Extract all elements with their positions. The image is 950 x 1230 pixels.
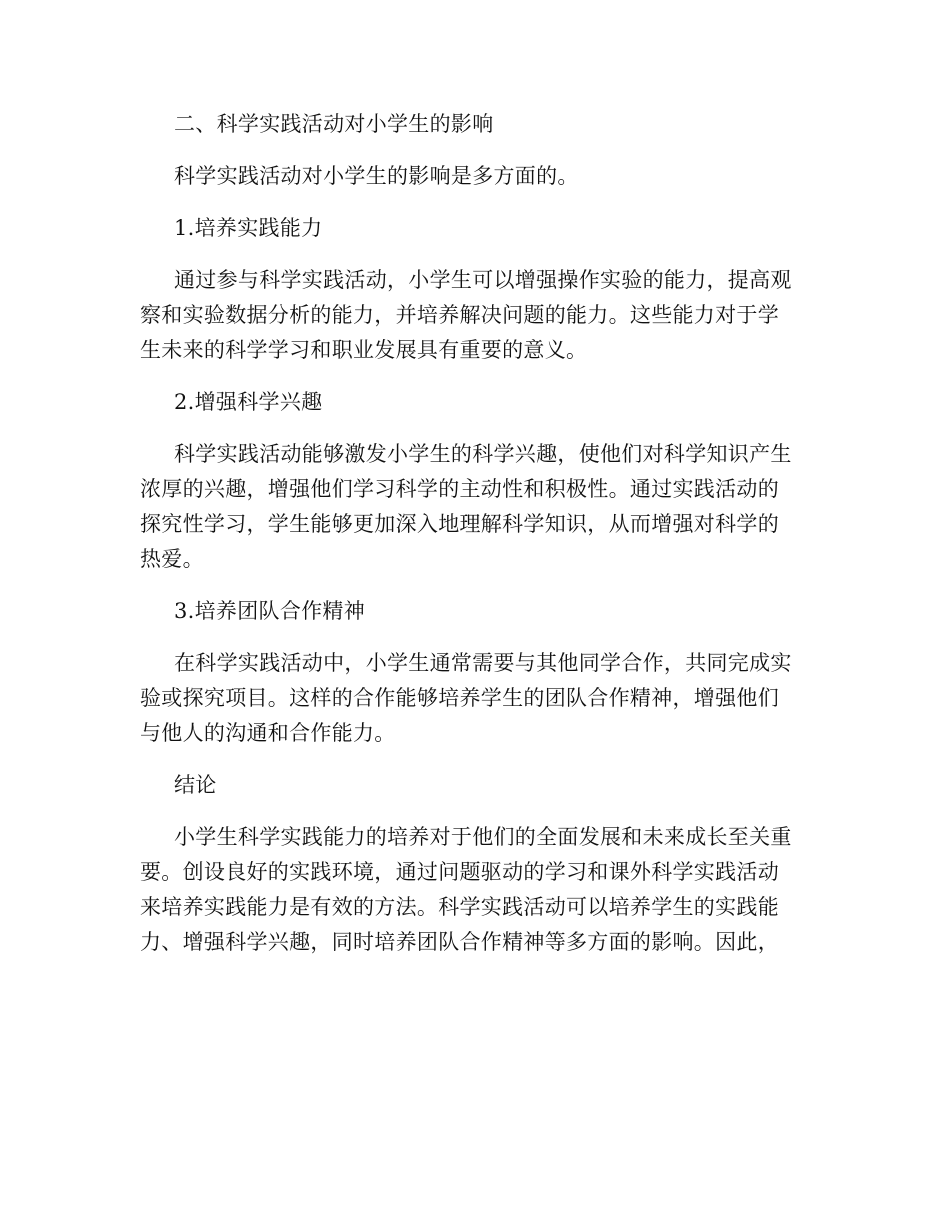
text-line: 力、增强科学兴趣，同时培养团队合作精神等多方面的影响。因此， [140, 930, 779, 954]
section-heading-conclusion [140, 768, 810, 803]
text-line: 小学生科学实践能力的培养对于他们的全面发展和未来成长至关重 [174, 825, 792, 849]
text-line: 3.培养团队合作精神 [174, 599, 366, 623]
text-line: 2.增强科学兴趣 [174, 390, 323, 414]
subheading-teamwork [140, 594, 810, 629]
text-line: 来培养实践能力是有效的方法。科学实践活动可以培养学生的实践能 [140, 895, 779, 919]
paragraph-teamwork [140, 646, 810, 751]
paragraph-conclusion [140, 820, 810, 960]
subheading-science-interest [140, 385, 810, 420]
document-body [140, 107, 810, 977]
text-line: 二、科学实践活动对小学生的影响 [174, 112, 494, 136]
text-line: 察和实验数据分析的能力，并培养解决问题的能力。这些能力对于学 [140, 303, 779, 327]
paragraph-science-interest [140, 437, 810, 577]
text-line: 生未来的科学学习和职业发展具有重要的意义。 [140, 338, 588, 362]
text-line: 与他人的沟通和合作能力。 [140, 721, 396, 745]
text-line: 科学实践活动能够激发小学生的科学兴趣，使他们对科学知识产生 [174, 442, 792, 466]
text-line: 在科学实践活动中，小学生通常需要与其他同学合作，共同完成实 [174, 651, 792, 675]
text-line: 科学实践活动对小学生的影响是多方面的。 [174, 164, 579, 188]
text-line: 1.培养实践能力 [174, 216, 323, 240]
text-line: 探究性学习，学生能够更加深入地理解科学知识，从而增强对科学的 [140, 512, 779, 536]
paragraph-intro [140, 159, 810, 194]
text-line: 浓厚的兴趣，增强他们学习科学的主动性和积极性。通过实践活动的 [140, 477, 779, 501]
text-line: 热爱。 [140, 547, 204, 571]
section-heading-influence [140, 107, 810, 142]
paragraph-practice-ability [140, 263, 810, 368]
text-line: 结论 [174, 773, 217, 797]
text-line: 通过参与科学实践活动，小学生可以增强操作实验的能力，提高观 [174, 268, 792, 292]
text-line: 要。创设良好的实践环境，通过问题驱动的学习和课外科学实践活动 [140, 860, 779, 884]
subheading-practice-ability [140, 211, 810, 246]
text-line: 验或探究项目。这样的合作能够培养学生的团队合作精神，增强他们 [140, 686, 779, 710]
